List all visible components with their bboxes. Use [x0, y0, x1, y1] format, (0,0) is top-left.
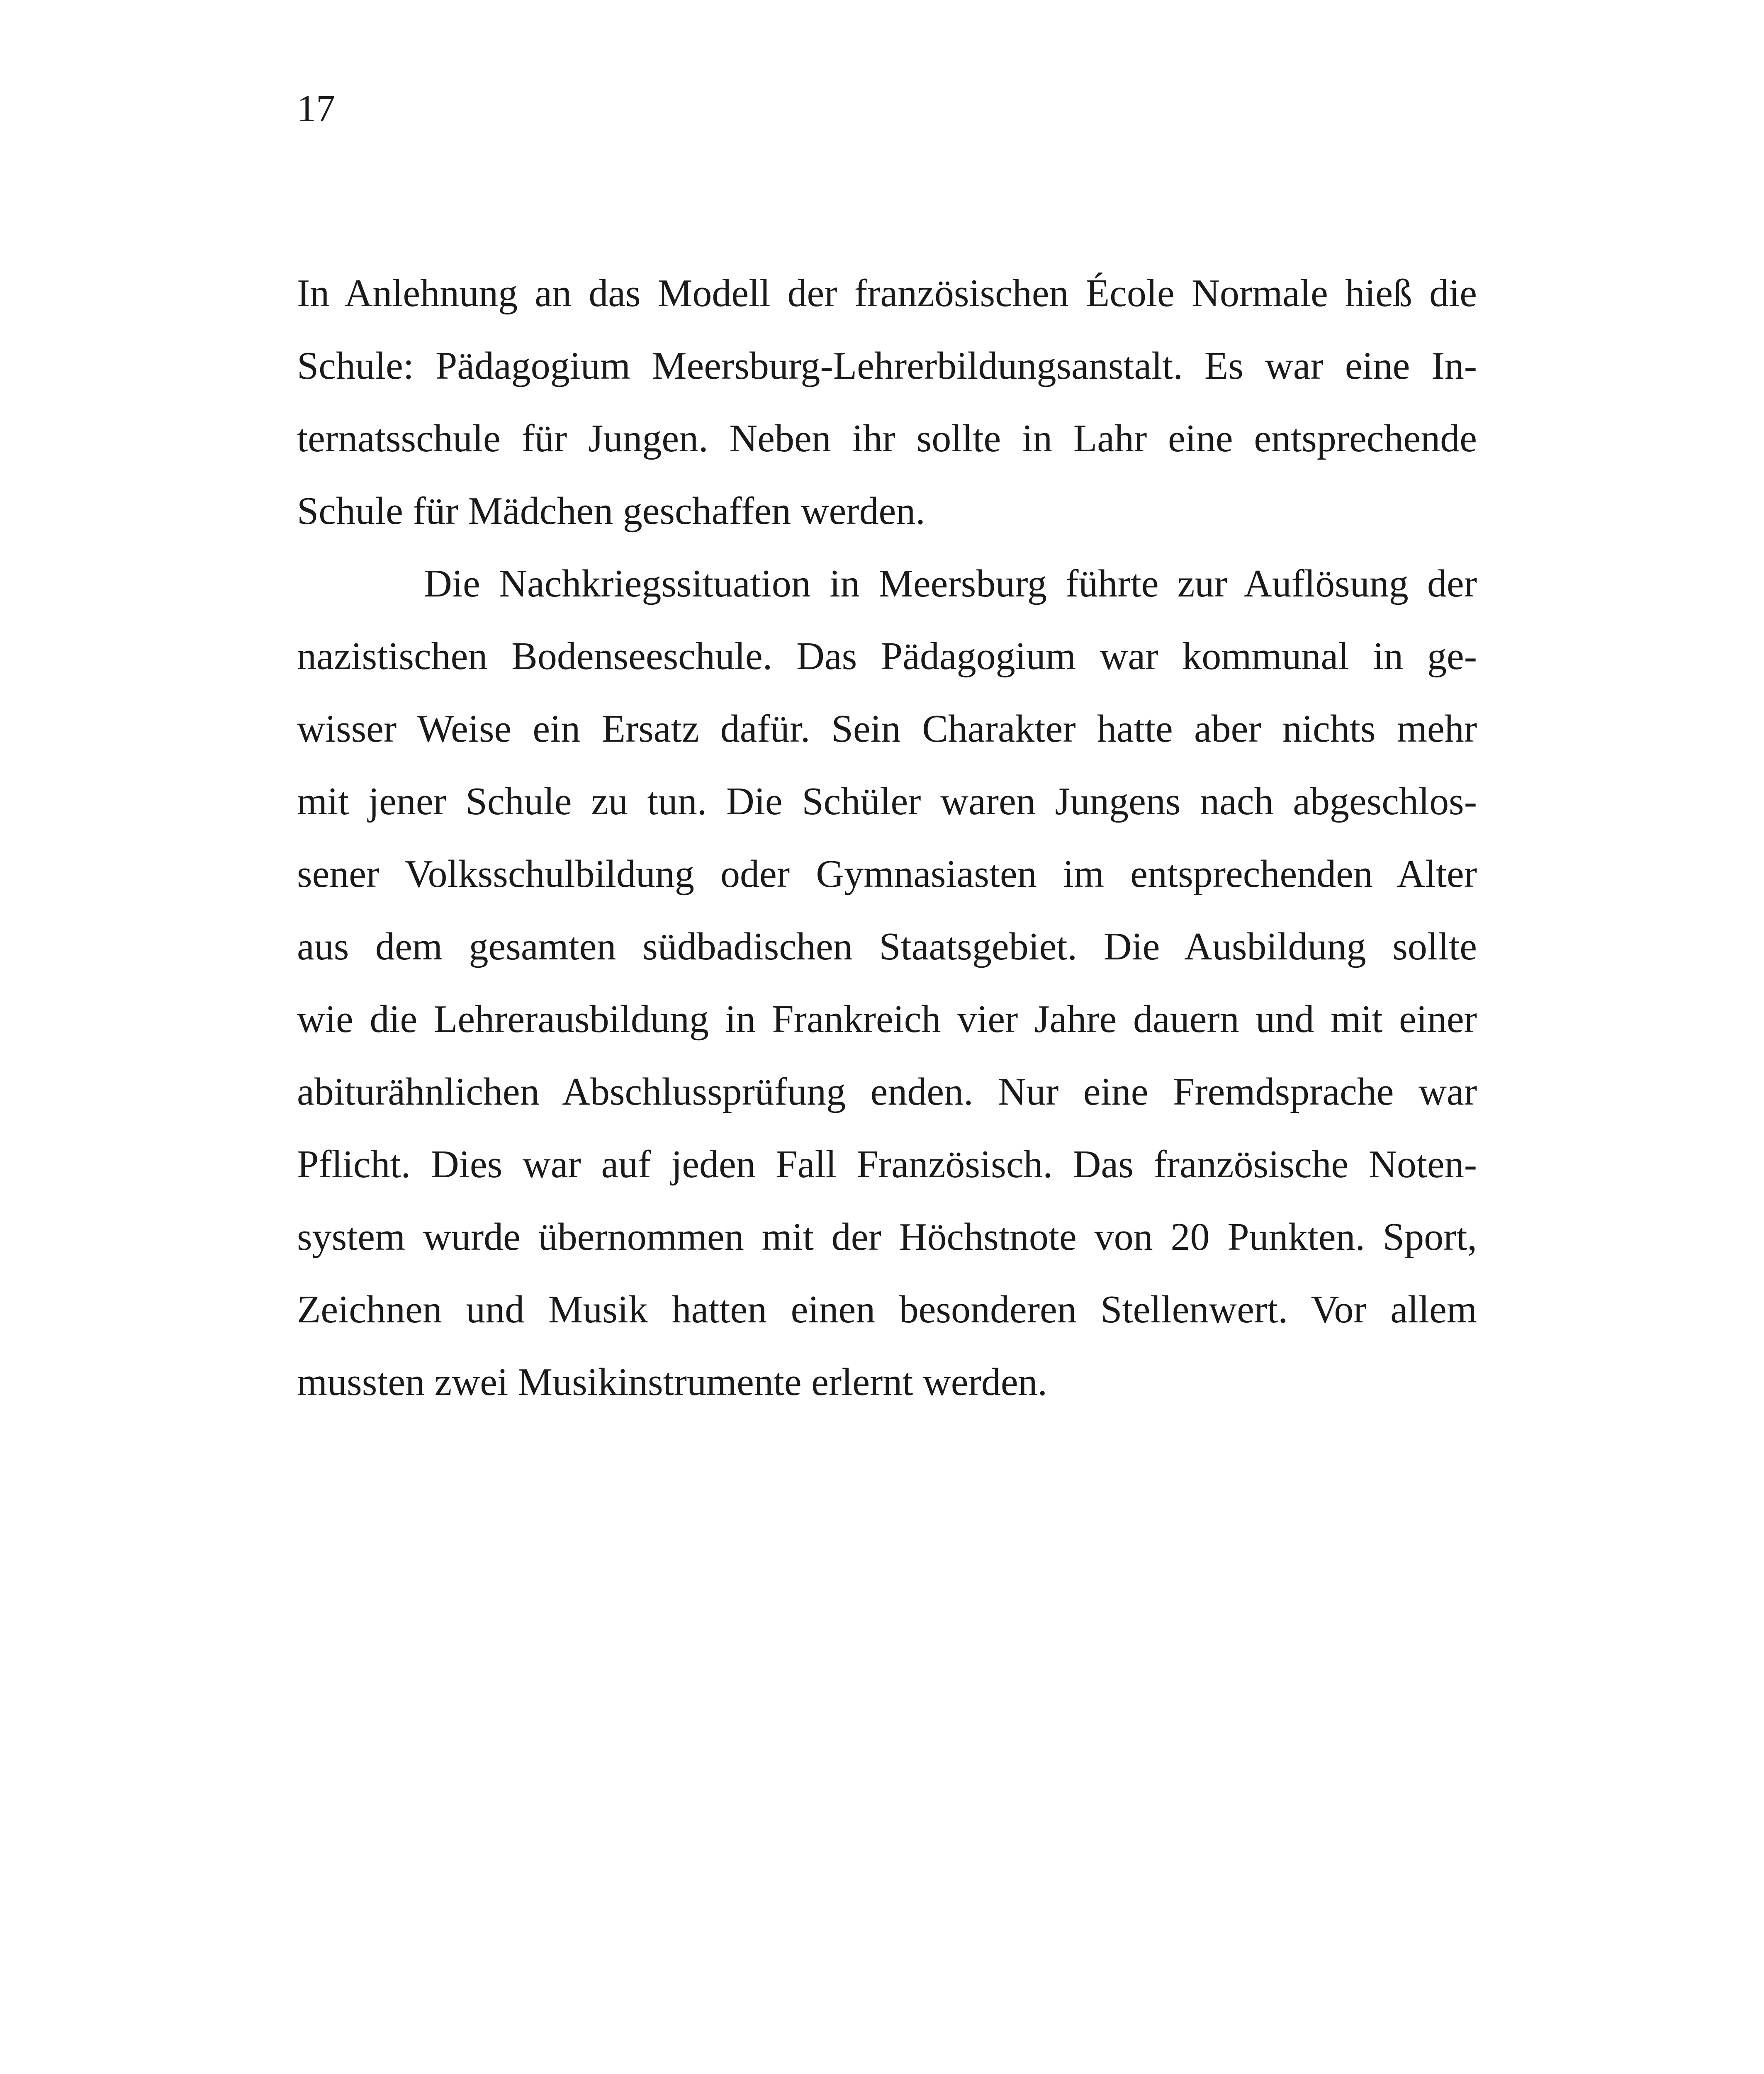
text-line: wie die Lehrerausbildung in Frankreich vier Jahre dauern und mit einer	[297, 998, 1477, 1041]
text-line: Schule: Pädagogium Meersburg-Lehrerbildungsanstalt. Es war eine In-	[297, 344, 1477, 387]
paragraph-2	[297, 548, 1477, 1419]
text-line: nazistischen Bodenseeschule. Das Pädagogium war kommunal in ge-	[297, 635, 1477, 678]
text-line: mit jener Schule zu tun. Die Schüler waren Jungens nach abgeschlos-	[297, 780, 1477, 823]
text-line: sener Volksschulbildung oder Gymnasiasten im entsprechenden Alter	[297, 852, 1477, 896]
text-line: Schule für Mädchen geschaffen werden.	[297, 489, 925, 533]
text-line: mussten zwei Musikinstrumente erlernt werden.	[297, 1361, 1048, 1404]
paragraph-1	[297, 257, 1477, 548]
text-line: aus dem gesamten südbadischen Staatsgebiet. Die Ausbildung sollte	[297, 925, 1477, 968]
text-line: abiturähnlichen Abschlussprüfung enden. Nur eine Fremdsprache war	[297, 1070, 1477, 1113]
text-line: Pflicht. Dies war auf jeden Fall Französisch. Das französische Noten-	[297, 1143, 1477, 1186]
text-line: ternatsschule für Jungen. Neben ihr sollte in Lahr eine entsprechende	[297, 417, 1477, 460]
text-line: In Anlehnung an das Modell der französischen École Normale hieß die	[297, 272, 1477, 315]
page-number: 17	[297, 87, 335, 129]
text-line: system wurde übernommen mit der Höchstnote von 20 Punkten. Sport,	[297, 1215, 1477, 1259]
body-text	[297, 257, 1477, 1419]
text-line: wisser Weise ein Ersatz dafür. Sein Charakter hatte aber nichts mehr	[297, 707, 1477, 750]
text-line: Zeichnen und Musik hatten einen besonderen Stellenwert. Vor allem	[297, 1288, 1477, 1331]
text-line: Die Nachkriegssituation in Meersburg führte zur Auflösung der	[424, 562, 1477, 605]
